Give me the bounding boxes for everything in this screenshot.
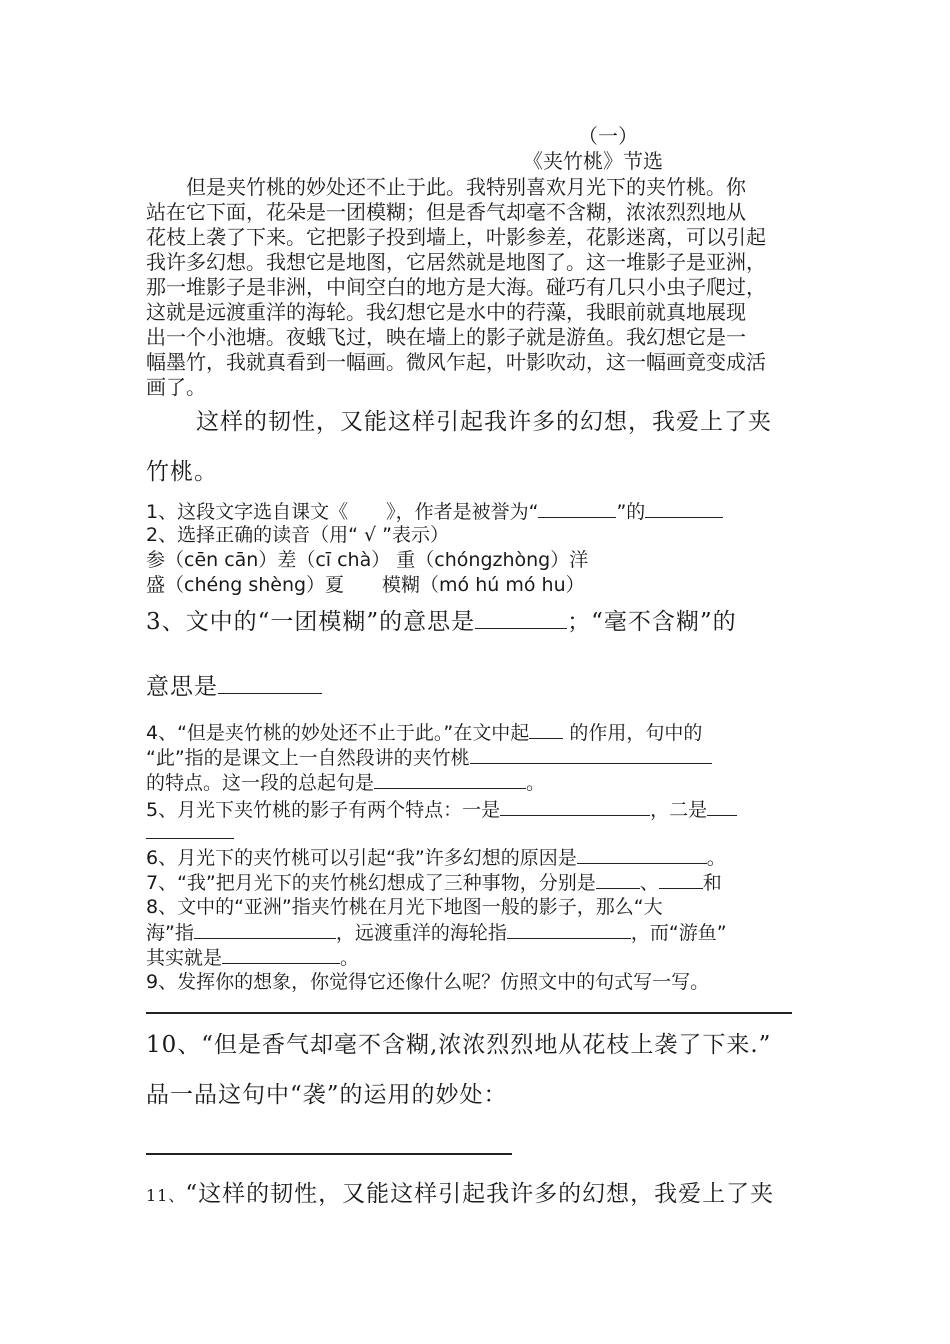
answer-blank[interactable] <box>577 845 707 864</box>
answer-blank[interactable] <box>659 870 703 889</box>
question-10-cont: 品一品这句中“袭”的运用的妙处： <box>146 1082 508 1108</box>
answer-line[interactable] <box>146 1153 512 1155</box>
question-4: 4、“但是夹竹桃的妙处还不止于此。”在文中起 的作用，句中的 <box>146 722 703 744</box>
closing-sentence-cont: 竹桃。 <box>146 459 218 485</box>
passage-line: 但是夹竹桃的妙处还不止于此。我特别喜欢月光下的夹竹桃。你 <box>146 175 746 199</box>
question-8-line2: 海”指 ，远渡重洋的海轮指 ，而“游鱼” <box>146 922 727 944</box>
answer-blank[interactable] <box>645 499 723 518</box>
question-6: 6、月光下的夹竹桃可以引起“我”许多幻想的原因是 。 <box>146 847 726 869</box>
question-3-cont: 意思是 <box>146 675 322 699</box>
pinyin-options-2: 盛（chéng shèng）夏 模糊（mó hú mó hu） <box>146 574 585 596</box>
closing-sentence: 这样的韧性，又能这样引起我许多的幻想，我爱上了夹 <box>196 409 772 435</box>
answer-line[interactable] <box>146 1012 792 1014</box>
passage-line: 那一堆影子是非洲，中间空白的地方是大海。碰巧有几只小虫子爬过， <box>146 275 766 299</box>
answer-blank[interactable] <box>507 920 631 939</box>
passage-line: 我许多幻想。我想它是地图，它居然就是地图了。这一堆影子是亚洲， <box>146 250 766 274</box>
passage-line: 花枝上袭了下来。它把影子投到墙上，叶影参差，花影迷离，可以引起 <box>146 225 766 249</box>
answer-blank[interactable] <box>218 675 322 694</box>
question-7: 7、“我”把月光下的夹竹桃幻想成了三种事物，分别是 、 和 <box>146 872 722 894</box>
answer-blank[interactable] <box>529 720 563 739</box>
passage-line: 幅墨竹，我就真看到一幅画。微风乍起，叶影吹动，这一幅画竟变成活 <box>146 350 766 374</box>
answer-blank[interactable] <box>500 797 650 816</box>
answer-blank[interactable] <box>222 945 340 964</box>
answer-blank[interactable] <box>194 920 336 939</box>
question-3: 3、文中的“一团模糊”的意思是 ；“毫不含糊”的 <box>146 609 737 635</box>
passage-line: 出一个小池塘。夜蛾飞过，映在墙上的影子就是游鱼。我幻想它是一 <box>146 325 746 349</box>
answer-blank[interactable] <box>538 499 616 518</box>
section-number: （一） <box>578 124 638 148</box>
question-10: 10、“但是香气却毫不含糊,浓浓烈烈地从花枝上袭了下来.” <box>146 1032 772 1058</box>
question-8: 8、文中的“亚洲”指夹竹桃在月光下地图一般的影子，那么“大 <box>146 896 663 918</box>
question-8-line3: 其实就是 。 <box>146 947 360 969</box>
passage-line: 站在它下面，花朵是一团模糊；但是香气却毫不含糊，浓浓烈烈地从 <box>146 200 746 224</box>
passage-title: 《夹竹桃》节选 <box>523 149 663 173</box>
question-5: 5、月光下夹竹桃的影子有两个特点：一是 ，二是 <box>146 797 737 822</box>
question-2: 2、选择正确的读音（用“ √ ”表示） <box>146 524 449 546</box>
passage-line: 这就是远渡重洋的海轮。我幻想它是水中的荇藻，我眼前就真地展现 <box>146 300 746 324</box>
answer-blank[interactable] <box>596 870 640 889</box>
answer-blank[interactable] <box>707 797 737 816</box>
answer-line[interactable] <box>146 838 234 839</box>
passage-line: 画了。 <box>146 375 206 399</box>
question-11: 11、“这样的韧性，又能这样引起我许多的幻想，我爱上了夹 <box>146 1181 775 1207</box>
pinyin-options-1: 参（cēn cān）差（cī chà） 重（chóngzhòng）洋 <box>146 549 589 571</box>
answer-blank[interactable] <box>374 770 526 789</box>
question-1: 1、这段文字选自课文《 》，作者是被誉为“ ”的 <box>146 499 723 524</box>
question-9: 9、发挥你的想象，你觉得它还像什么呢？仿照文中的句式写一写。 <box>146 971 710 993</box>
question-4-line3: 的特点。这一段的总起句是 。 <box>146 772 546 794</box>
answer-blank[interactable] <box>470 745 712 764</box>
answer-blank[interactable] <box>475 610 567 629</box>
question-4-line2: “此”指的是课文上一自然段讲的夹竹桃 <box>146 745 712 770</box>
